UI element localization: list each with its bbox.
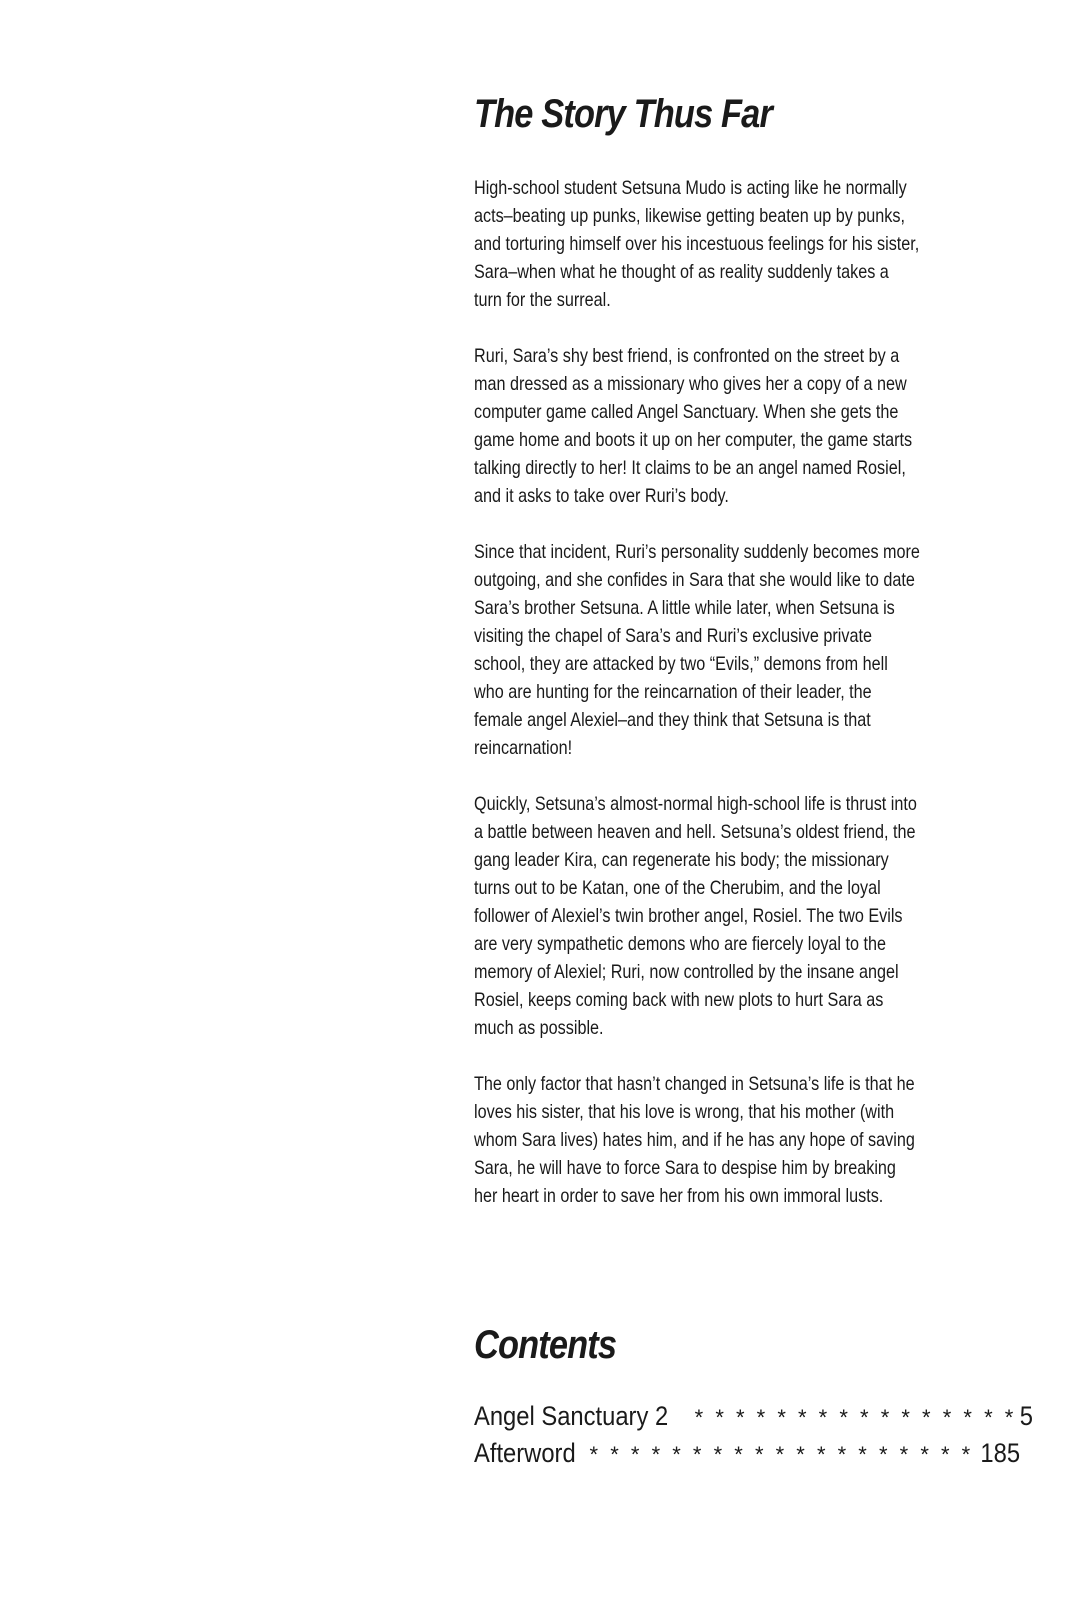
toc-entry-page: 185 [980,1438,1021,1468]
story-paragraph-4: Quickly, Setsuna’s almost-normal high-school life is thrust into a battle between heaven and hell. Setsuna’s oldest friend, the gang leader Kira, can regenerate his body; the missionary turns out to be Katan, one of the Cherubim, and the loyal follower of Alexiel’s twin brother angel, Rosiel. The two Evils are very sympathetic demons who are fiercely loyal to the memory of Alexiel; Ruri, now controlled by the insane angel Rosiel, keeps coming back with new plots to hurt Sara as much as possible. [474,793,917,1039]
toc-leader-stars: * * * * * * * * * * * * * * * * [694,1405,1017,1430]
story-paragraph-1: High-school student Setsuna Mudo is acting like he normally acts–beating up punks, likewise getting beaten up by punks, and torturing himself over his incestuous feelings for his sister, Sara–when what he thought of as reality suddenly takes a turn for the surreal. [474,177,920,311]
toc-entry-right [695,1398,1034,1436]
toc-entry-title: Angel Sanctuary 2 [474,1401,669,1431]
toc-entry-title: Afterword [474,1438,576,1468]
story-paragraph-3: Since that incident, Ruri’s personality suddenly becomes more outgoing, and she confides in Sara that she would like to date Sara’s brother Setsuna. A little while later, when Setsuna is visiting the chapel of Sara’s and Ruri’s exclusive private school, they are attacked by two “Evils,” demons from hell who are hunting for the reincarnation of their leader, the female angel Alexiel–and they think that Setsuna is that reincarnation! [474,541,920,759]
toc-entry-page: 5 [1020,1401,1034,1431]
toc-entry-afterword [474,1435,1021,1472]
story-title: The Story Thus Far [474,92,772,136]
toc-entry-angel-sanctuary-2 [474,1398,1034,1435]
toc-entry-right [590,1435,1021,1473]
story-summary [474,174,1034,1238]
table-of-contents [474,1398,1034,1472]
contents-title: Contents [474,1323,617,1367]
story-paragraph-2: Ruri, Sara’s shy best friend, is confronted on the street by a man dressed as a missionary who gives her a copy of a new computer game called Angel Sanctuary. When she gets the game home and boots it up on her computer, the game starts talking directly to her! It claims to be an angel named Rosiel, and it asks to take over Ruri’s body. [474,345,913,507]
story-paragraph-5: The only factor that hasn’t changed in Setsuna’s life is that he loves his sister, that his love is wrong, that his mother (with whom Sara lives) hates him, and if he has any hope of saving Sara, he will have to force Sara to despise him by breaking her heart in order to save her from his own immoral lusts. [474,1073,915,1207]
toc-leader-stars: * * * * * * * * * * * * * * * * * * * [589,1442,974,1467]
